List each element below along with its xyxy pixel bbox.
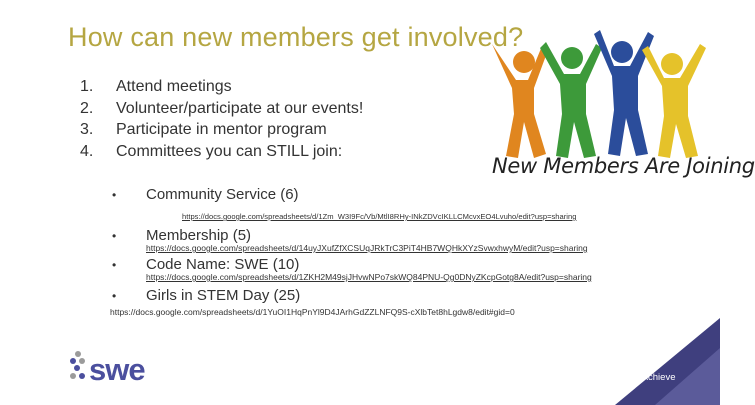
list-text: Committees you can STILL join:: [116, 142, 343, 160]
list-text: Attend meetings: [116, 78, 232, 95]
slide-title: How can new members get involved?: [68, 22, 524, 52]
swe-tagline: Aspire / Advance / Achieve: [563, 372, 676, 383]
membership-link[interactable]: https://docs.google.com/spreadsheets/d/14uyJXufZfXCSUqJRkTrC3PiT4HB7WQHkXYzSvwxhwyM/edit?usp=sharing: [146, 243, 588, 253]
code-name-swe-link[interactable]: https://docs.google.com/spreadsheets/d/1ZKH2M49sjJHvwNPo7skWQ84PNU-Qg0DNyZKcpGotg8A/edit?usp=sharing: [146, 272, 592, 282]
committee-community-service: [112, 186, 299, 204]
list-text: Participate in mentor program: [116, 121, 327, 138]
committee-label: Girls in STEM Day (25): [146, 287, 301, 304]
involvement-list: [80, 78, 363, 164]
list-item: [80, 121, 363, 143]
list-item: [80, 78, 363, 100]
bullet: •: [112, 257, 117, 272]
green-figure: [540, 42, 602, 158]
list-text: Volunteer/participate at our events!: [116, 99, 364, 117]
bullet: •: [112, 187, 117, 202]
new-members-logo-text: New Members Are Joining: [492, 154, 755, 178]
committee-label: Membership (5): [146, 227, 252, 244]
yellow-figure: [642, 44, 706, 158]
girls-in-stem-link[interactable]: https://docs.google.com/spreadsheets/d/1YuOI1HqPnYl9D4JArhGdZZLNFQ9S-cXlbTet8hLgdw8/edit#gid=0: [110, 307, 515, 317]
list-item: [80, 143, 363, 165]
swe-logo-text: swe: [89, 352, 145, 387]
bullet: •: [112, 228, 117, 243]
corner-decoration: [545, 318, 720, 405]
community-service-link[interactable]: https://docs.google.com/spreadsheets/d/1Zm_W3I9Fc/Vb/MtlI8RHy-INkZDVcIKLLCMcvxEO4Lvuho/edit?usp=sharing: [182, 212, 577, 221]
committee-girls-in-stem: [112, 287, 300, 305]
list-number: 1.: [80, 78, 94, 95]
list-number: 4.: [80, 142, 94, 160]
orange-figure: [492, 44, 548, 158]
bullet: •: [112, 288, 117, 303]
list-number: 3.: [80, 121, 94, 138]
committee-label: Community Service (6): [146, 186, 299, 203]
list-number: 2.: [80, 99, 94, 117]
committee-label: Code Name: SWE (10): [146, 256, 300, 273]
list-item: [80, 100, 363, 122]
